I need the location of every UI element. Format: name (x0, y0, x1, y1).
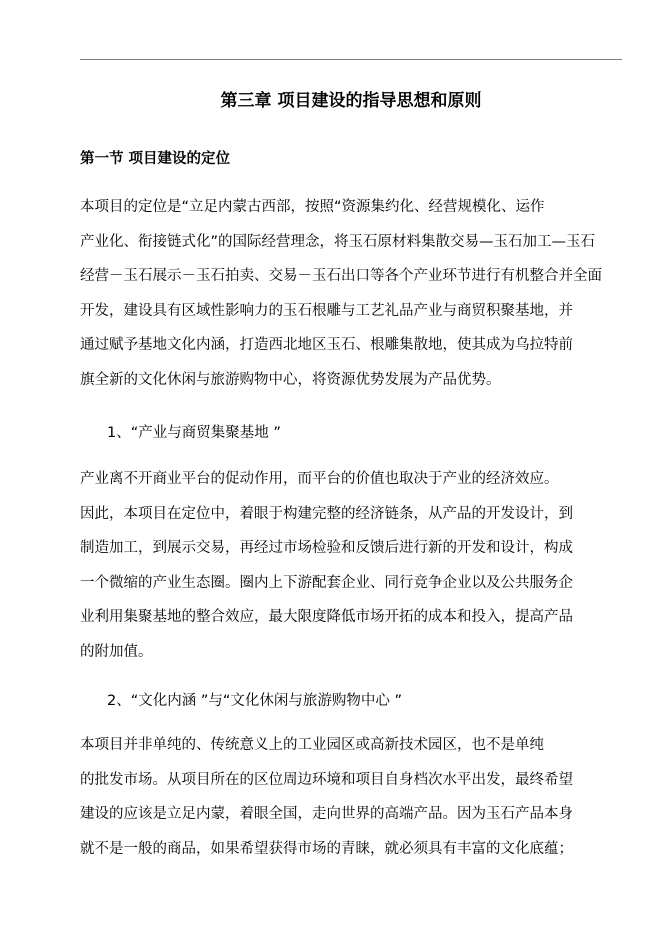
subheading-cultural-center: 2、“文化内涵 ”与“文化休闲与旅游购物中心 ” (107, 693, 402, 709)
paragraph-line: 的批发市场。从项目所在的区位周边环境和项目自身档次水平出发，最终希望 (80, 771, 573, 788)
section-title: 第一节 项目建设的定位 (80, 150, 231, 167)
paragraph-line: 本项目并非单纯的、传统意义上的工业园区或高新技术园区，也不是单纯 (80, 737, 544, 753)
chapter-title: 第三章 项目建设的指导思想和原则 (220, 91, 482, 111)
paragraph-line: 就不是一般的商品，如果希望获得市场的青睐，就必须具有丰富的文化底蕴； (80, 840, 573, 857)
paragraph-line: 经营－玉石展示－玉石拍卖、交易－玉石出口等各个产业环节进行有机整合并全面 (80, 268, 602, 284)
paragraph-line: 开发，建设具有区域性影响力的玉石根雕与工艺礼品产业与商贸积聚基地，并 (80, 302, 573, 319)
paragraph-line: 因此，本项目在定位中，着眼于构建完整的经济链条，从产品的开发设计，到 (80, 505, 573, 522)
paragraph-line: 一个微缩的产业生态圈。圈内上下游配套企业、同行竞争企业以及公共服务企 (80, 574, 573, 591)
paragraph-line: 业利用集聚基地的整合效应，最大限度降低市场开拓的成本和投入，提高产品 (80, 609, 573, 625)
paragraph-line: 通过赋予基地文化内涵，打造西北地区玉石、根雕集散地，使其成为乌拉特前 (80, 337, 573, 353)
paragraph-line: 本项目的定位是“立足内蒙古西部，按照“资源集约化、经营规模化、运作 (80, 199, 545, 215)
paragraph-line: 旗全新的文化休闲与旅游购物中心，将资源优势发展为产品优势。 (80, 371, 501, 388)
subheading-industry-base: 1、“产业与商贸集聚基地 ” (107, 425, 281, 441)
paragraph-line: 制造加工，到展示交易，再经过市场检验和反馈后进行新的开发和设计，构成 (80, 540, 573, 556)
paragraph-cultural-center (80, 728, 622, 866)
paragraph-positioning (80, 190, 622, 397)
paragraph-line: 的附加值。 (80, 643, 153, 660)
paragraph-industry-base (80, 462, 622, 669)
paragraph-line: 建设的应该是立足内蒙，着眼全国，走向世界的高端产品。因为玉石产品本身 (80, 806, 573, 822)
paragraph-line: 产业离不开商业平台的促动作用，而平台的价值也取决于产业的经济效应。 (80, 471, 559, 487)
paragraph-line: 产业化、衔接链式化”的国际经营理念，将玉石原材料集散交易—玉石加工—玉石 (80, 233, 596, 250)
header-rule (80, 59, 622, 60)
